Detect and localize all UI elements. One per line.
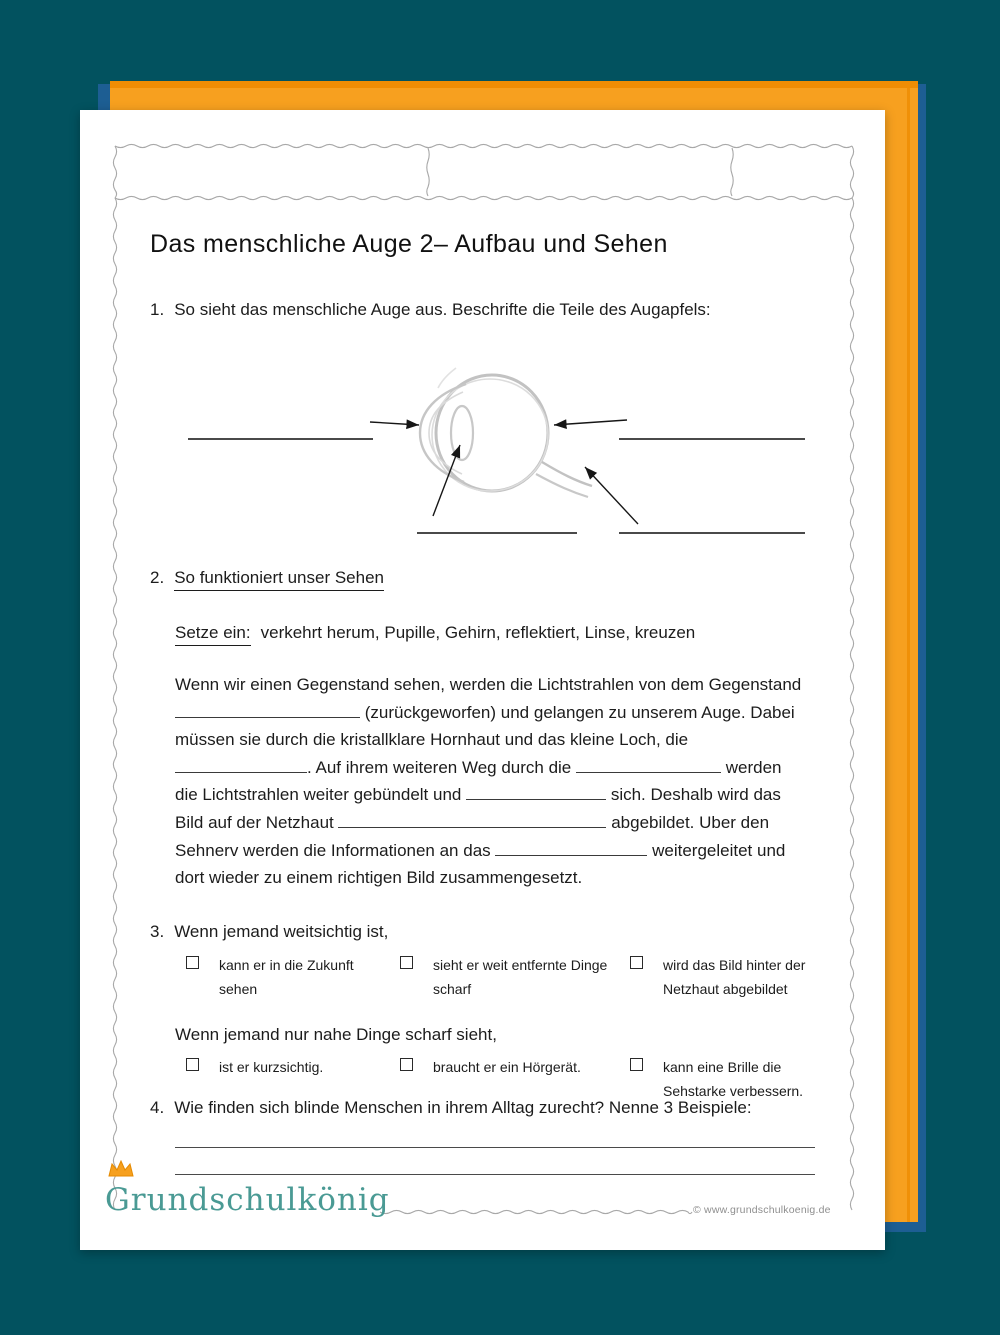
checkbox-option	[186, 1055, 379, 1079]
fill-text: weitergeleitet und	[647, 840, 786, 860]
fill-text: Bild auf der Netzhaut	[175, 812, 339, 832]
checkbox-icon	[400, 956, 413, 969]
optic-nerve-line-2	[536, 474, 588, 497]
checkbox-icon	[186, 1058, 199, 1071]
header-box-left	[113, 146, 116, 198]
fill-text: die Lichtstrahlen weiter gebündelt und	[175, 785, 467, 805]
fill-line	[175, 703, 840, 731]
checkbox-option	[400, 1055, 613, 1079]
fill-blank-line	[338, 815, 606, 828]
fill-text: Sehnerv werden die Informationen an das	[175, 840, 496, 860]
grundschulkoenig-logo: Grundschulkönig	[105, 1182, 390, 1218]
footer-wave	[380, 1210, 692, 1213]
eye-diagram	[170, 350, 820, 565]
checkbox-option-label: kann er in die Zukunft sehen	[219, 957, 354, 997]
fill-line	[175, 841, 840, 869]
checkbox-option-label: wird das Bild hinter der Netzhaut abgebildet	[663, 957, 806, 997]
arrow-left	[370, 422, 419, 425]
page-title: Das menschliche Auge 2– Aufbau und Sehen	[150, 230, 668, 258]
fill-text: dort wieder zu einem richtigen Bild zusammengesetzt.	[175, 868, 583, 888]
fill-text: Wenn wir einen Gegenstand sehen, werden die Lichtstrahlen von dem Gegenstand	[175, 675, 802, 694]
header-divider-2	[731, 148, 733, 196]
insert-words: verkehrt herum, Pupille, Gehirn, reflektiert, Linse, kreuzen	[260, 623, 696, 642]
checkbox-icon	[186, 956, 199, 969]
header-divider-1	[427, 148, 429, 196]
sketch-stroke	[438, 368, 456, 388]
orange-edge-line	[907, 88, 910, 1222]
question-3-intro-far: Wenn jemand weitsichtig ist,	[174, 922, 389, 941]
checkbox-option	[630, 953, 838, 1001]
fill-text: sich. Deshalb wird das	[606, 785, 781, 805]
answer-blank-line	[175, 1132, 815, 1148]
question-4-number: 4.	[150, 1098, 165, 1117]
side-border-left	[113, 198, 116, 1210]
fill-line	[175, 813, 840, 841]
answer-blank-line	[175, 1159, 815, 1175]
checkbox-option-label: ist er kurzsichtig.	[219, 1059, 324, 1075]
fill-blank-line	[576, 760, 721, 773]
copyright-text: © www.grundschulkoenig.de	[693, 1204, 831, 1216]
lens	[451, 406, 473, 460]
question-3	[150, 922, 388, 942]
checkbox-icon	[400, 1058, 413, 1071]
question-3-number: 3.	[150, 922, 165, 941]
optic-nerve-line-1	[542, 462, 592, 486]
checkbox-icon	[630, 1058, 643, 1071]
checkbox-option	[400, 953, 613, 1001]
fill-line	[175, 730, 840, 758]
header-box-top	[115, 144, 852, 147]
checkbox-option	[186, 953, 379, 1001]
insert-words-line	[175, 623, 695, 646]
question-1	[150, 300, 711, 320]
crown-icon	[107, 1160, 135, 1178]
question-1-number: 1.	[150, 300, 165, 319]
header-box-right	[850, 146, 853, 198]
checkbox-icon	[630, 956, 643, 969]
fill-blank-line	[175, 760, 307, 773]
header-box-bottom	[115, 196, 852, 199]
fill-text: werden	[721, 757, 782, 777]
side-border-right	[850, 198, 853, 1210]
fill-line	[175, 868, 840, 896]
fill-text: abgebildet. Uber den	[606, 812, 770, 832]
checkbox-option-label: braucht er ein Hörgerät.	[433, 1059, 581, 1075]
question-2-heading: So funktioniert unser Sehen	[174, 568, 384, 591]
question-4	[150, 1098, 752, 1118]
arrow-right	[554, 420, 627, 425]
fill-text: . Auf ihrem weiteren Weg durch die	[307, 757, 576, 777]
fill-blank-line	[175, 705, 360, 718]
insert-label: Setze ein:	[175, 623, 251, 646]
question-2-number: 2.	[150, 568, 165, 587]
worksheet-paper	[80, 110, 885, 1250]
options-row-farsighted	[186, 953, 846, 1013]
question-2	[150, 568, 384, 591]
checkbox-option-label: kann eine Brille die Sehstarke verbessern.	[663, 1059, 804, 1099]
fill-text: (zurückgeworfen) und gelangen zu unserem Auge. Dabei	[360, 702, 795, 722]
question-3-intro-near: Wenn jemand nur nahe Dinge scharf sieht,	[175, 1025, 497, 1044]
fill-blank-line	[495, 843, 647, 856]
arrow-bottom-right	[585, 467, 638, 524]
fill-line	[175, 758, 840, 786]
fill-blank-line	[466, 787, 606, 800]
fill-text: müssen sie durch die kristallklare Hornhaut und das kleine Loch, die	[175, 730, 689, 750]
question-4-text: Wie finden sich blinde Menschen in ihrem Alltag zurecht? Nenne 3 Beispiele:	[174, 1098, 752, 1117]
answer-lines	[175, 1132, 815, 1186]
fill-in-paragraph	[175, 675, 840, 896]
question-1-text: So sieht das menschliche Auge aus. Beschrifte die Teile des Augapfels:	[174, 300, 711, 319]
fill-line	[175, 785, 840, 813]
fill-line	[175, 675, 840, 703]
checkbox-option-label: sieht er weit entfernte Dinge scharf	[433, 957, 608, 997]
checkbox-option	[630, 1055, 838, 1103]
